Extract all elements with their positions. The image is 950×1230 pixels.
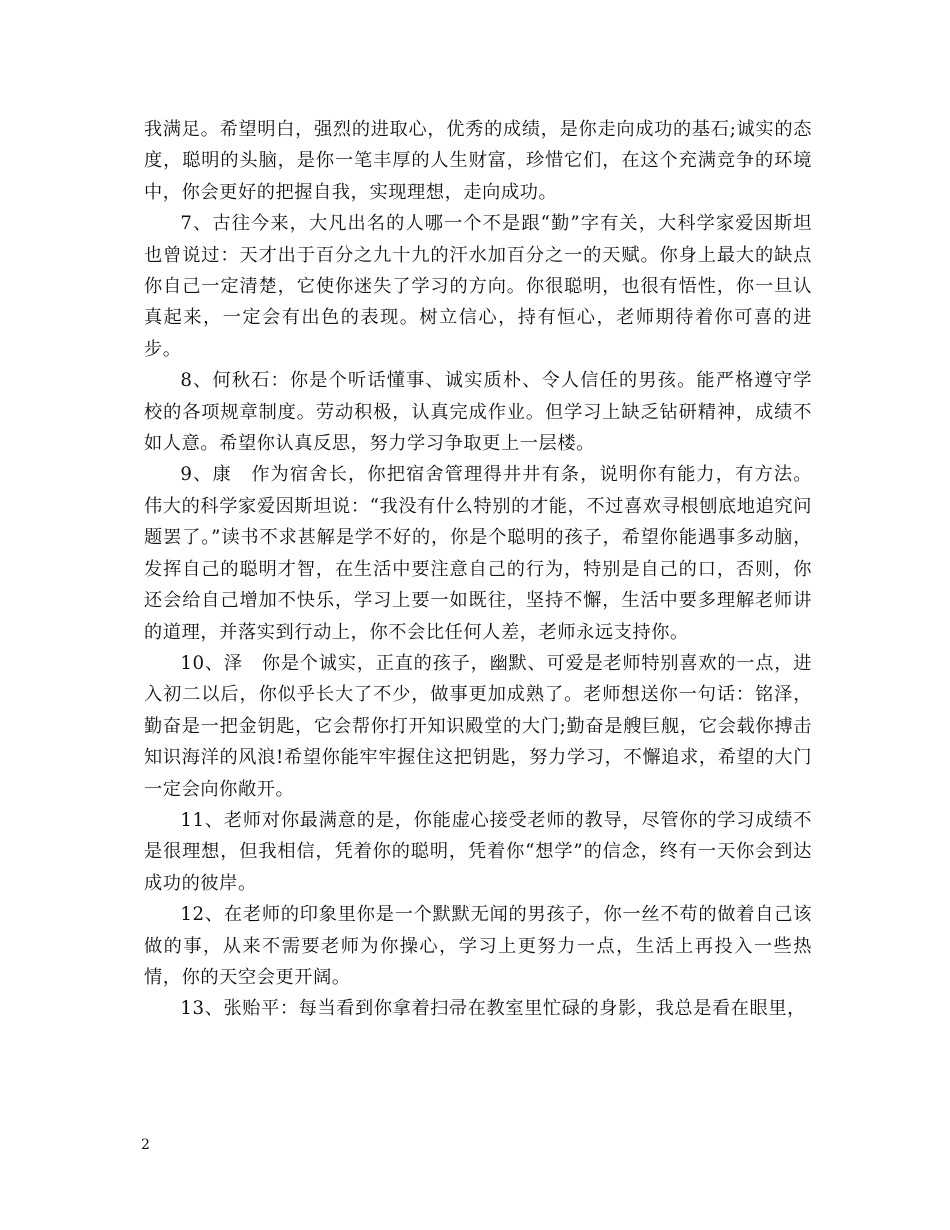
body-text (144, 114, 812, 1025)
paragraph-comment-11: 11、老师对你最满意的是，你能虚心接受老师的教导，尽管你的学习成绩不是很理想，但我相信，凭着你的聪明，凭着你“想学”的信念，终有一天你会到达成功的彼岸。 (144, 809, 812, 894)
paragraph-continuation: 我满足。希望明白，强烈的进取心，优秀的成绩，是你走向成功的基石;诚实的态度，聪明的头脑，是你一笔丰厚的人生财富，珍惜它们，在这个充满竞争的环境中，你会更好的把握自我，实现理想，走向成功。 (144, 119, 812, 203)
page-number: 2 (141, 1137, 150, 1153)
paragraph-comment-9: 9、康 作为宿舍长，你把宿舍管理得井井有条，说明你有能力，有方法。伟大的科学家爱因斯坦说：“我没有什么特别的才能，不过喜欢寻根刨底地追究问题罢了。”读书不求甚解是学不好的，你是个聪明的孩子，希望你能遇事多动脑，发挥自己的聪明才智，在生活中要注意自己的行为，特别是自己的口，否则，你还会给自己增加不快乐，学习上要一如既往，坚持不懈，生活中要多理解老师讲的道理，并落实到行动上，你不会比任何人差，老师永远支持你。 (144, 464, 812, 643)
paragraph-comment-10: 10、泽 你是个诚实，正直的孩子，幽默、可爱是老师特别喜欢的一点，进入初二以后，你似乎长大了不少，做事更加成熟了。老师想送你一句话：铭泽，勤奋是一把金钥匙，它会帮你打开知识殿堂的大门;勤奋是艘巨舰，它会载你搏击知识海洋的风浪!希望你能牢牢握住这把钥匙，努力学习，不懈追求，希望的大门一定会向你敞开。 (144, 652, 812, 800)
paragraph-comment-8: 8、何秋石：你是个听话懂事、诚实质朴、令人信任的男孩。能严格遵守学校的各项规章制度。劳动积极，认真完成作业。但学习上缺乏钻研精神，成绩不如人意。希望你认真反思，努力学习争取更上一层楼。 (144, 370, 812, 455)
paragraph-comment-7: 7、古往今来，大凡出名的人哪一个不是跟“勤”字有关，大科学家爱因斯坦也曾说过：天才出于百分之九十九的汗水加百分之一的天赋。你身上最大的缺点你自己一定清楚，它使你迷失了学习的方向。你很聪明，也很有悟性，你一旦认真起来，一定会有出色的表现。树立信心，持有恒心，老师期待着你可喜的进步。 (144, 213, 812, 360)
paragraph-comment-13: 13、张贻平：每当看到你拿着扫帚在教室里忙碌的身影，我总是看在眼里， (180, 998, 806, 1020)
paragraph-comment-12: 12、在老师的印象里你是一个默默无闻的男孩子，你一丝不苟的做着自己该做的事，从来不需要老师为你操心，学习上更努力一点，生活上再投入一些热情，你的天空会更开阔。 (144, 904, 812, 988)
